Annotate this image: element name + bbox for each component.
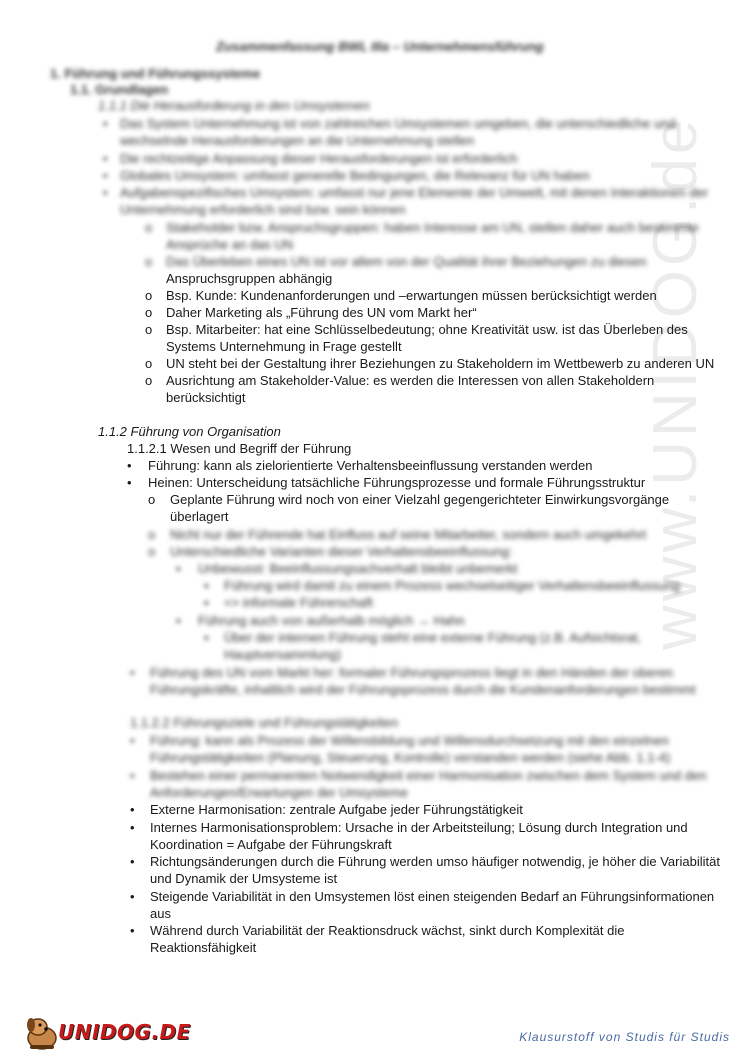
bullet-icon (130, 664, 135, 681)
circle-bullet-icon (145, 321, 152, 338)
list-item: Bestehen einer permanenten Notwendigkeit einer Harmonisation zwischen dem System und den (150, 768, 707, 783)
square-bullet-icon (176, 612, 181, 629)
circle-bullet-icon (148, 491, 155, 508)
circle-bullet-icon (148, 526, 155, 543)
list-item: Über der internen Führung steht eine externe Führung (z.B. Aufsichtsrat, (224, 630, 641, 645)
bullet-icon (127, 474, 132, 491)
heading-1-1: 1.1. Grundlagen (70, 82, 169, 97)
list-item: Die rechtzeitige Anpassung dieser Herausforderungen ist erforderlich (120, 151, 518, 166)
list-item: Führungskräfte, inhaltlich wird der Führungsprozess durch die Kundenanforderungen bestimmt (150, 682, 696, 697)
circle-bullet-icon (145, 219, 152, 236)
list-item: Führungstätigkeiten (Planung, Steuerung, Kontrolle) verstanden werden (siehe Abb. 1.1-4) (150, 750, 671, 765)
heading-1-1-2-1: 1.1.2.1 Wesen und Begriff der Führung (127, 441, 352, 456)
list-item: Führung: kann als Prozess der Willensbildung und Willensdurchsetzung mit den einzelnen (150, 733, 669, 748)
list-item: Während durch Variabilität der Reaktionsdruck wächst, sinkt durch Komplexität die (150, 923, 625, 938)
list-item: Anspruchsgruppen abhängig (166, 271, 333, 286)
list-item: Richtungsänderungen durch die Führung werden umso häufiger notwendig, je höher die Variabilität (150, 854, 720, 869)
list-item: Hauptversammlung) (224, 647, 342, 662)
bullet-icon (103, 115, 108, 132)
bullet-icon (103, 167, 108, 184)
list-item: Steigende Variabilität in den Umsystemen löst einen steigenden Bedarf an Führungsinformationen (150, 889, 715, 904)
list-item: Führung des UN vom Markt her: formaler Führungsprozess liegt in den Händen der oberen (150, 665, 674, 680)
list-item: Ansprüche an das UN (166, 237, 294, 252)
square-bullet-icon (176, 560, 181, 577)
list-item: Bsp. Mitarbeiter: hat eine Schlüsselbedeutung; ohne Kreativität usw. ist das Überleben des (166, 322, 688, 337)
square-bullet-icon (204, 577, 209, 594)
footer-tagline: Klausurstoff von Studis für Studis (519, 1030, 730, 1044)
list-item: UN steht bei der Gestaltung ihrer Beziehungen zu Stakeholdern im Wettbewerb zu anderen UN (166, 356, 715, 371)
circle-bullet-icon (145, 355, 152, 372)
circle-bullet-icon (145, 372, 152, 389)
heading-1: 1. Führung und Führungssysteme (50, 66, 261, 81)
list-item: Das Überleben eines UN ist vor allem von der Qualität ihrer Beziehungen zu diesen (166, 254, 647, 269)
square-bullet-icon (204, 629, 209, 646)
list-item: Daher Marketing als „Führung des UN vom Markt her“ (166, 305, 477, 320)
list-item: Aufgabenspezifisches Umsystem: umfasst nur jene Elemente der Umwelt, mit denen Interaktionen der (120, 185, 709, 200)
list-item: Das System Unternehmung ist von zahlreichen Umsystemen umgeben, die unterschiedliche und (120, 116, 676, 131)
logo-text: UNIDOG.DE (58, 1020, 191, 1044)
bullet-icon (130, 853, 135, 870)
list-item: Reaktionsfähigkeit (150, 940, 257, 955)
list-item: überlagert (170, 509, 229, 524)
list-item: Nicht nur der Führende hat Einfluss auf seine Mitarbeiter, sondern auch umgekehrt (170, 527, 647, 542)
bullet-icon (103, 150, 108, 167)
circle-bullet-icon (145, 287, 152, 304)
list-item: Koordination = Aufgabe der Führungskraft (150, 837, 392, 852)
circle-bullet-icon (148, 543, 155, 560)
list-item: Internes Harmonisationsproblem: Ursache in der Arbeitsteilung; Lösung durch Integration und (150, 820, 688, 835)
list-item: und Dynamik der Umsysteme ist (150, 871, 338, 886)
circle-bullet-icon (145, 253, 152, 270)
bullet-icon (127, 457, 132, 474)
bullet-icon (103, 184, 108, 201)
list-item: aus (150, 906, 171, 921)
list-item: Unterschiedliche Varianten dieser Verhaltensbeeinflussung: (170, 544, 513, 559)
document-title: Zusammenfassung BWL IIIa – Unternehmensführung (216, 39, 544, 54)
list-item: => informale Führerschaft (224, 595, 373, 610)
list-item: Führung auch von außerhalb möglich → Hahn (198, 613, 465, 628)
list-item: Führung wird damit zu einem Prozess wechselseitiger Verhaltensbeeinflussung (224, 578, 680, 593)
bullet-icon (130, 732, 135, 749)
list-item: berücksichtigt (166, 390, 246, 405)
list-item: Heinen: Unterscheidung tatsächliche Führungsprozesse und formale Führungsstruktur (148, 475, 646, 490)
list-item: Unbewusst: Beeinflussungsachverhalt bleibt unbemerkt (198, 561, 518, 576)
list-item: Führung: kann als zielorientierte Verhaltensbeeinflussung verstanden werden (148, 458, 593, 473)
bullet-icon (130, 888, 135, 905)
list-item: Unternehmung erforderlich sind bzw. sein können (120, 202, 406, 217)
heading-1-1-2-2: 1.1.2.2 Führungsziele und Führungstätigkeiten (130, 715, 399, 730)
bullet-icon (130, 819, 135, 836)
list-item: Globales Umsystem: umfasst generelle Bedingungen, die Relevanz für UN haben (120, 168, 590, 183)
watermark: www.UNIDOG.de (641, 115, 710, 650)
bullet-icon (130, 767, 135, 784)
heading-1-1-1: 1.1.1 Die Herausforderung in den Umsystemen (98, 98, 370, 113)
list-item: Anforderungen/Erwartungen der Umsysteme (150, 785, 408, 800)
heading-1-1-2: 1.1.2 Führung von Organisation (98, 424, 281, 439)
list-item: Bsp. Kunde: Kundenanforderungen und –erwartungen müssen berücksichtigt werden (166, 288, 657, 303)
bullet-icon (130, 801, 135, 818)
list-item: Geplante Führung wird noch von einer Vielzahl gegengerichteter Einwirkungsvorgänge (170, 492, 670, 507)
bullet-icon (130, 922, 135, 939)
list-item: Ausrichtung am Stakeholder-Value: es werden die Interessen von allen Stakeholdern (166, 373, 655, 388)
list-item: wechselnde Herausforderungen an die Unternehmung stellen (120, 133, 475, 148)
square-bullet-icon (204, 594, 209, 611)
list-item: Systems Unternehmung in Frage gestellt (166, 339, 402, 354)
circle-bullet-icon (145, 304, 152, 321)
list-item: Stakeholder bzw. Anspruchsgruppen: haben Interesse am UN, stellen daher auch bestimmte (166, 220, 699, 235)
list-item: Externe Harmonisation: zentrale Aufgabe jeder Führungstätigkeit (150, 802, 523, 817)
